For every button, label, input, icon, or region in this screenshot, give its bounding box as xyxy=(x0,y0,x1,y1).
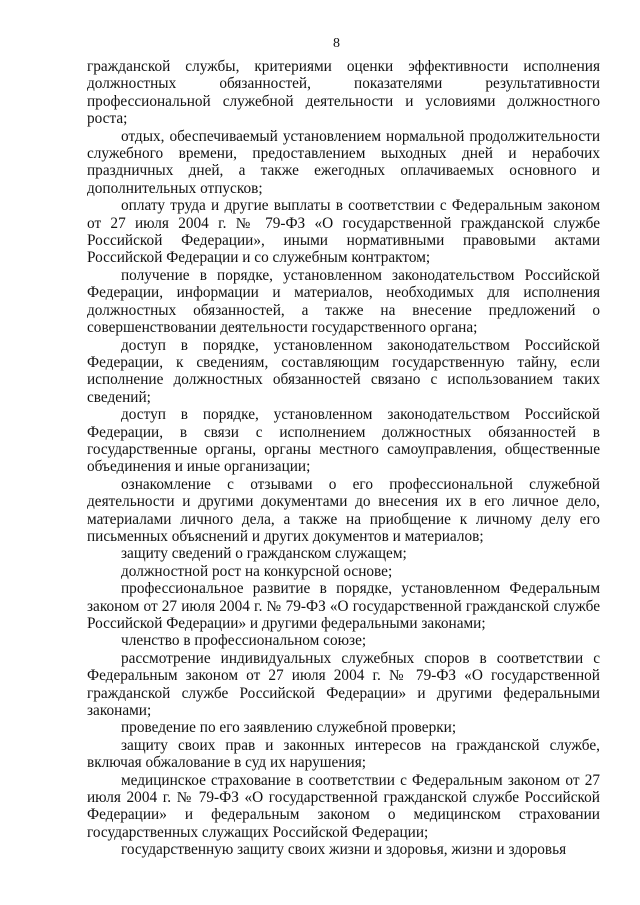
paragraph: гражданской службы, критериями оценки эффективности исполнения должностных обязанностей, показателями результативности профессиональной служебной деятельности и условиями должностного роста; xyxy=(87,58,600,128)
document-body xyxy=(87,58,600,859)
paragraph: отдых, обеспечиваемый установлением нормальной продолжительности служебного времени, предоставлением выходных дней и нерабочих праздничных дней, а также ежегодных оплачиваемых основного и дополнительных отпусков; xyxy=(87,127,600,197)
paragraph: проведение по его заявлению служебной проверки; xyxy=(121,719,457,737)
paragraph: государственную защиту своих жизни и здоровья, жизни и здоровья xyxy=(121,841,567,859)
paragraph: доступ в порядке, установленном законодательством Российской Федерации, к сведениям, составляющим государственную тайну, если исполнение должностных обязанностей связано с использованием таких сведений; xyxy=(87,336,600,406)
paragraph: медицинское страхование в соответствии с Федеральным законом от 27 июля 2004 г. № 79-ФЗ «О государственной гражданской службе Российской Федерации» и федеральным законом о медицинском страховании государственных служащих Российской Федерации; xyxy=(87,771,600,841)
paragraph: членство в профессиональном союзе; xyxy=(121,632,367,650)
paragraph: защиту сведений о гражданском служащем; xyxy=(121,545,407,563)
paragraph: защиту своих прав и законных интересов на гражданской службе, включая обжалование в суд их нарушения; xyxy=(87,736,600,772)
paragraph: профессиональное развитие в порядке, установленном Федеральным законом от 27 июля 2004 г. № 79-ФЗ «О государственной гражданской службе Российской Федерации» и другими федеральными законами; xyxy=(87,580,600,632)
page-number: 8 xyxy=(333,36,340,51)
paragraph: ознакомление с отзывами о его профессиональной служебной деятельности и другими документами до внесения их в его личное дело, материалами личного дела, а также на приобщение к личному делу его письменных объяснений и других документов и материалов; xyxy=(87,475,600,545)
paragraph: оплату труда и другие выплаты в соответствии с Федеральным законом от 27 июля 2004 г. № 79-ФЗ «О государственной гражданской службе Российской Федерации», иными нормативными правовыми актами Российской Федерации и со служебным контрактом; xyxy=(87,197,600,267)
paragraph: должностной рост на конкурсной основе; xyxy=(121,562,393,580)
paragraph: доступ в порядке, установленном законодательством Российской Федерации, в связи с исполнением должностных обязанностей в государственные органы, органы местного самоуправления, общественные объединения и иные организации; xyxy=(87,406,600,476)
paragraph: получение в порядке, установленном законодательством Российской Федерации, информации и материалов, необходимых для исполнения должностных обязанностей, а также на внесение предложений о совершенствовании деятельности государственного органа; xyxy=(87,266,600,337)
paragraph: рассмотрение индивидуальных служебных споров в соответствии с Федеральным законом от 27 июля 2004 г. № 79-ФЗ «О государственной гражданской службе Российской Федерации» и другими федеральными законами; xyxy=(87,649,600,720)
